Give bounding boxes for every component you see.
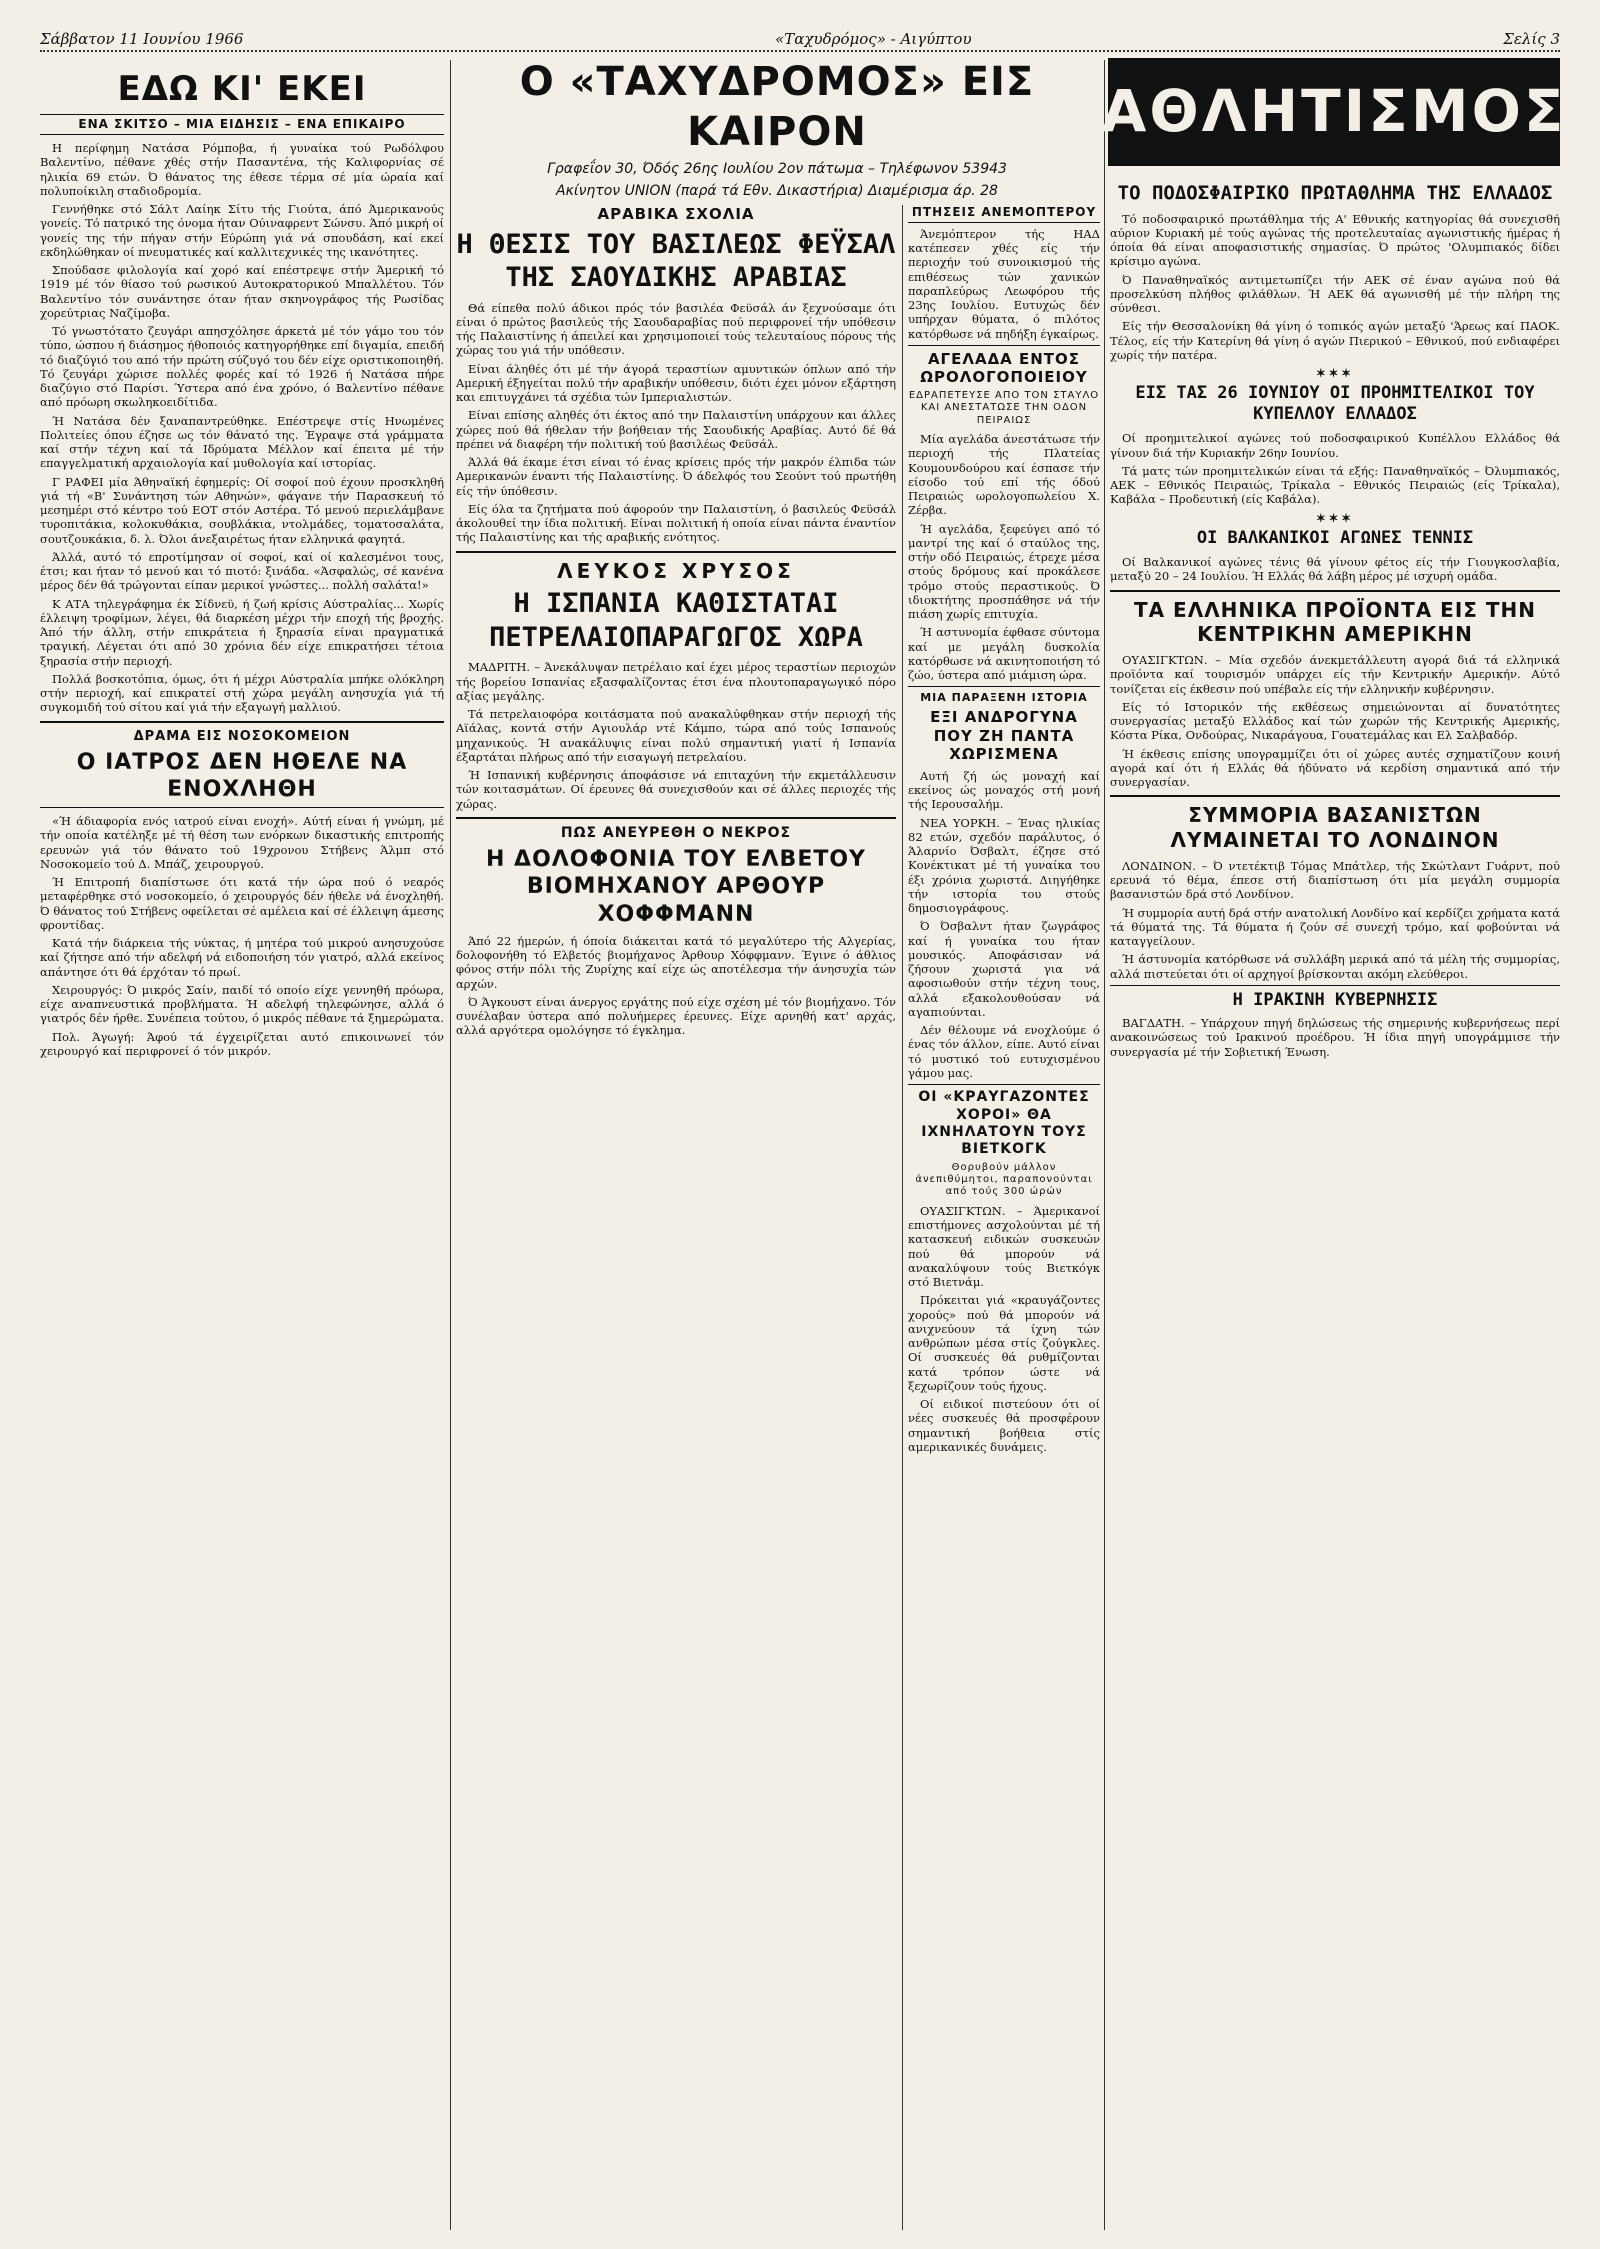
column-2 [456,205,896,2230]
col2-a1p2: Είναι άληθές ότι μέ τήν άγορά τεραστίων αμυντικών όπλων από τήν Αμερική έξηγείται πολύ τήν αραβικήν υπόθεσιν, διότι έχει μόνον εξάρτηση και επιτυγχάνει τά σχέδια τών Ιμπεριαλιστών. [456,361,896,405]
issue-date: Σάββατον 11 Ιουνίου 1966 [40,29,244,48]
col2-a2-kicker: ΛΕΥΚΟΣ ΧΡΥΣΟΣ [557,558,795,583]
col4-a1p1: Τό ποδοσφαιρικό πρωτάθλημα τής Α' Εθνικής κατηγορίας θά συνεχισθή αύριον Κυριακή μέ τούς αγώνας τής προτελευταίας αγωνιστικής ήμέρας ή όποία θά είναι αποφασιστικής σημασίας. Ό πρώτος 'Ολυμπιακός δίδει κρίσιμο αγώνα. [1110,211,1560,269]
col1-p5: Ή Νατάσα δέν ξαναπαντρεύθηκε. Επέστρεψε στίς Ηνωμένες Πολιτείες όπου έζησε ως τόν θάνατό της. Έγραψε στά γράμματα καί στήν τέχνη καί τά Ιδρύματα Μέλλον καί έπειτα μέ τήν επαγγελματική αρχαιολογία καί μυθολογία καί ιστορίας. [40,413,444,471]
col1-p1: Η περίφημη Νατάσα Ρόμποβα, ή γυναίκα τού Ρωδόλφου Βαλεντίνο, πέθανε χθές στήν Πασαντένα, τής Καλιφορνίας σέ ηλικία 69 ετών. Ό θάνατος της έθεσε τέρμα σέ μία ώραία καί πολυποίκιλη σταδιοδρομία. [40,141,444,198]
col3-a4p1: ΟΥΑΣΙΓΚΤΩΝ. – Άμερικανοί επιστήμονες ασχολούνται μέ τή κατασκευή ειδικών συσκευών πού θά μπορούν νά ανακαλύψουν τούς Βιετκόγκ στό Βιετνάμ. [908,1203,1100,1289]
col1-s2p5: Πολ. Άγωγή: Άφού τά έγχειρίζεται αυτό επικοινωνεί τόν χειρουργό καί περιφρονεί ό τόν μικρόν. [40,1029,444,1058]
column-1 [40,62,444,2232]
col2-a3p2: Ό Άγκουστ είναι άνεργος εργάτης πού είχε σχέση μέ τόν βιομήχανο. Τόν συνέλαβαν ύστερα από πολυήμερες έρευνες. Είχε αρνηθή κατ' αρχάς, αλλά αργότερα ομολόγησε τό έγκλημα. [456,994,896,1038]
col4-a5p3: Ή άστυνομία κατόρθωσε νά συλλάβη μερικά από τά μέλη τής συμμορίας, αλλά πιστεύεται ότι οί αρχηγοί βρίσκονται ακόμη ελεύθεροι. [1110,952,1560,981]
col3-a4p2: Πρόκειται γιά «κραυγάζοντες χορούς» πού θά μπορούν νά ανιχνεύουν τά ίχνη τών ανθρώπων μέσα στίς ζούγκλες. Οί συσκευές θά ρυθμίζονται κατά τρόπον ώστε νά ξεχωρίζουν τούς ήχους. [908,1293,1100,1393]
col4-a5-title: ΣΥΜΜΟΡΙΑ ΒΑΣΑΝΙΣΤΩΝ ΛΥΜΑΙΝΕΤΑΙ ΤΟ ΛΟΝΔΙΝΟΝ [1170,803,1500,853]
col2-a1-title: Η ΘΕΣΙΣ ΤΟΥ ΒΑΣΙΛΕΩΣ ΦΕΫΣΑΛ ΤΗΣ ΣΑΟΥΔΙΚΗΣ ΑΡΑΒΙΑΣ [456,228,896,294]
col4-a3p1: Οί Βαλκανικοί αγώνες τένις θά γίνουν φέτος είς τήν Γιουγκοσλαβία, μεταξύ 20 – 24 Ιουλίου. Ή Ελλάς θά λάβη μέρος μέ ισχυρή ομάδα. [1110,555,1560,584]
col1-p3: Σπούδασε φιλολογία καί χορό καί επέστρεψε στήν Άμερική τό 1919 μέ τόν θίασο τού ρωσικού Αυτοκρατορικού Μπαλλέτου. Τόν Βαλεντίνο τόν συνάντησε όταν ήταν σκηνογράφος τής Ρωσίδας χορεύτριας Ναζίμοβα. [40,263,444,320]
col1-sec2-title: Ο ΙΑΤΡΟΣ ΔΕΝ ΗΘΕΛΕ ΝΑ ΕΝΟΧΛΗΘΗ [40,749,444,809]
paper-name: «Ταχυδρόμος» - Αιγύπτου [775,29,972,48]
col1-s2p1: «Ή άδιαφορία ενός ιατρού είναι ενοχή». Αύτή είναι ή γνώμη, μέ τήν οποία κατέληξε μέ τή θέση των ενόρκων δικαστικής επιτροπής ερευνών γιά τόν θάνατο τού 19χρονου Στήβενς Άλμπ στό Νοσοκομείο τού Δ. Μπάζ, χειρουργού. [40,814,444,871]
col4-separator-stars-1: ✶✶✶ [1316,366,1354,381]
col1-p4: Τό γνωστότατο ζευγάρι απησχόλησε άρκετά μέ τόν γάμο του τόν τύπο, ώσπου ή διάσημος ήθοποιός κατηγορήθηκε επί διγαμία, επειδή τό διαζύγιό του από τήν πρώτη σύζυγό του δέν είχε οριστικοποιηθή. Τό ζευγάρι χώρισε πολλές φορές καί τό 1926 ή Νατάσα πήρε διαζύγιο στό Παρίσι. Ύστερα από ένα χρόνο, ό Βαλεντίνο πέθανε από πρόωρη σκωληκοειδίτιδα. [40,324,444,410]
col3-a2-title: ΑΓΕΛΑΔΑ ΕΝΤΟΣ ΩΡΟΛΟΓΟΠΟΙΕΙΟΥ [920,349,1088,387]
masthead-title: Ο «ΤΑΧΥΔΡΟΜΟΣ» ΕΙΣ ΚΑΙΡΟΝ [519,59,1035,155]
col3-a2-sub: ΕΔΡΑΠΕΤΕΥΣΕ ΑΠΟ ΤΟΝ ΣΤΑΥΛΟ ΚΑΙ ΑΝΕΣΤΑΤΩΣΕ ΤΗΝ ΟΔΟΝ ΠΕΙΡΑΙΩΣ [908,390,1100,426]
col1-p6: Γ ΡΑΦΕΙ μία Άθηναϊκή έφημερίς: Οί σοφοί πού έχουν προσκληθή γιά τή «Β' Συνάντηση τών Αθηνών», φάγανε τήν Παρασκευή τό μεσημέρι στό κέντρο τού ΕΟΤ στόν Αστέρα. Τό μενού περιελάμβανε τυροπιτάκια, κολοκυθάκια, σουβλάκια, ντολμάδες, τοματοσαλάτα, σουτζουκάκια, δ. λ. Όλοι άνεξαιρέτως ήταν ελληνικά φαγητά. [40,474,444,546]
col2-a1-kicker: ΑΡΑΒΙΚΑ ΣΧΟΛΙΑ [597,205,755,223]
col3-a3p1: Αυτή ζή ώς μοναχή καί εκείνος ώς μοναχός στή μονή τής Ιερουσαλήμ. [908,768,1100,812]
col4-a1p3: Είς τήν Θεσσαλονίκη θά γίνη ό τοπικός αγών μεταξύ 'Άρεως καί ΠΑΟΚ. Τέλος, είς τήν Κατερίνη θά γίνη ό αγών Πιερικού – Εθνικού, πού ενδιαφέρει χωρίς τήν πατέρα. [1110,319,1560,362]
col4-divider-1 [1110,590,1560,592]
col4-divider-2 [1110,795,1560,797]
col3-divider-2 [908,686,1100,687]
col2-divider-1 [456,551,896,553]
col2-divider-2 [456,817,896,819]
column-3 [908,205,1100,2230]
col3-divider-3 [908,1084,1100,1085]
col3-a2p3: Ή αστυνομία έφθασε σύντομα καί με μεγάλη δυσκολία κατόρθωσε νά ακινητοποιήση τό ζώο, ύστερα από μιάμιση ώρα. [908,625,1100,683]
col4-a1-title: ΤΟ ΠΟΔΟΣΦΑΙΡΙΚΟ ΠΡΩΤΑΘΛΗΜΑ ΤΗΣ ΕΛΛΑΔΟΣ [1117,182,1553,204]
col2-a1p5: Είς όλα τα ζητήματα πού άφορούν την Παλαιστίνη, ό βασιλεύς Φεϋσάλ άκολουθεί την ίδια πολιτική. Είναι πολιτική ή οποία είναι πάντα έναντίον τής Παλαιστίνης και τής αραβικής ενότητος. [456,501,896,545]
col4-a4p1: ΟΥΑΣΙΓΚΤΩΝ. – Μία σχεδόν άνεκμετάλλευτη αγορά διά τά ελληνικά προϊόντα καί τουρισμόν υπάρχει είς τήν Κεντρικήν Αμερικήν. Αύτό τονίζεται είς έκθεσιν πού υπέβαλε είς τήν ελληνικήν κυβέρνησιν. [1110,653,1560,696]
masthead [456,58,1098,199]
col4-a4p2: Είς τό Ιστορικόν τής εκθέσεως σημειώνονται αί δυνατότητες συνεργασίας μεταξύ Ελλάδος καί τών χωρών τής Κεντρικής Αμερικής, Κόστα Ρίκα, Ονδούρας, Νικαράγουα, Γουατεμάλας και Ελ Σαλβαδόρ. [1110,699,1560,743]
col2-a3-kicker: ΠΩΣ ΑΝΕΥΡΕΘΗ Ο ΝΕΚΡΟΣ [560,824,792,841]
col3-a2p1: Μία αγελάδα άνεστάτωσε τήν περιοχή τής Πλατείας Κουμουνδούρου καί έσπασε τήν είσοδο τού επί τής όδού Πειραιώς ωρολογοπωλείου Χ. Ζέρβα. [908,432,1100,518]
col4-a1p2: Ό Παναθηναϊκός αντιμετωπίζει τήν ΑΕΚ σέ έναν αγώνα πού θά προσελκύση πλήθος φιλάθλων. Ή ΑΕΚ θά αγωνισθή μέ τήν πλήρη της σύνθεσι. [1110,272,1560,316]
col3-a3p2: ΝΕΑ ΥΟΡΚΗ. – Ένας ηλικίας 82 ετών, σχεδόν παράλυτος, ό Άλαρνίο Όσβαλτ, έζησε στό Κονέκτικατ μέ τή γυναίκα του έξι χρόνια χωριστά. Διηγήθηκε τήν ιστορία του στούς δημοσιογράφους. [908,815,1100,916]
col4-a4-title: ΤΑ ΕΛΛΗΝΙΚΑ ΠΡΟΪΟΝΤΑ ΕΙΣ ΤΗΝ ΚΕΝΤΡΙΚΗΝ ΑΜΕΡΙΚΗΝ [1133,597,1537,647]
col2-a2p3: Ή Ισπανική κυβέρνησις άποφάσισε νά επιταχύνη τήν εκμετάλλευσιν τών κοιτασμάτων. Οί έρευνες θά συνεχισθούν και σέ άλλες περιοχές τής χώρας. [456,768,896,811]
col4-a5p1: ΛΟΝΔΙΝΟΝ. – Ό ντετέκτιβ Τόμας Μπάτλερ, τής Σκώτλαντ Γυάρντ, πού ερευνά τό θέμα, έπεσε στή διαπίστωση ότι μία μεγάλη συμμορία βασανιστών δρά στό Λονδίνον. [1110,858,1560,902]
col1-title: ΕΔΩ ΚΙ' ΕΚΕΙ [117,69,367,109]
col1-p7: Άλλά, αυτό τό επροτίμησαν οί σοφοί, καί οί καλεσμένοι τους, έτσι; και ήταν τό μενού και τό πιοτό: ξινάδα. «Άσφαλώς, σέ κανένα μέρος δέν θά τρώγονται είπαν μερικοί γνώστες... πολλή σαλάτα!» [40,549,444,593]
col1-p8: Κ ΑΤΑ τηλεγράφημα έκ Σίδνεϋ, ή ζωή κρίσις Αύστραλίας... Χωρίς έλλειψη τροφίμων, λέγει, θά διαρκέση μέχρι τήν εποχή τής βροχής. Άπό τήν άλλη, στήν επικράτεια ή ξηρασία είναι πραγματικά τραγική. Λέγεται ότι από 30 χρόνια δέν είχε επικρατήσει τέτοια ξηρασία στήν περιοχή. [40,596,444,668]
col4-a2p2: Τά ματς τών προημιτελικών είναι τά εξής: Παναθηναϊκός – Όλυμπιακός, ΑΕΚ – Εθνικός Πειραιώς, Τρίκαλα – Εθνικός Πειραιώς (είς Τρίκαλα), Καβάλα – Προδευτική (είς Καβάλα). [1110,463,1560,507]
col3-a1p1: Άνεμόπτερον τής ΗΑΔ κατέπεσεν χθές είς τήν περιοχήν τού συνοικισμού τής επιθέσεως τών χανικών παραπλεύρως Λεωφόρου τής 23ης Ιουλίου. Ευτυχώς δέν υπήρχαν θύματα, ό πιλότος κατόρθωσε νά πηδήξη έγκαίρως. [908,226,1100,341]
col3-a4p3: Οί ειδικοί πιστεύουν ότι οί νέες συσκευές θά προσφέρουν σημαντική βοήθεια στίς αμερικανικές δυνάμεις. [908,1397,1100,1454]
column-divider-2 [902,205,903,2230]
masthead-line-2: Ακίνητον UNION (παρά τά Εθν. Δικαστήρια) Διαμέρισμα άρ. 28 [556,182,998,199]
col4-a2-title: ΕΙΣ ΤΑΣ 26 ΙΟΥΝΙΟΥ ΟΙ ΠΡΟΗΜΙΤΕΛΙΚΟΙ ΤΟΥ ΚΥΠΕΛΛΟΥ ΕΛΛΑΔΟΣ [1135,383,1535,425]
col2-a1p4: Άλλά θά έκαμε έτσι είναι τό ένας κρίσεις πρός τήν μακρόν έλπιδα τών Αμερικανών έναντι τής Παλαιστίνης. Ό άδελφός του Σεούντ τού πρωτήθη είς τήν ύπόθεσιν. [456,455,896,498]
col1-p9: Πολλά βοσκοτόπια, όμως, ότι ή μέχρι Αύστραλία μπήκε ολόκληρη στήν περιοχή, καί επικρατεί στή χώρα μεγάλη ανησυχία γιά τή συγκομιδή τού σίτου καί γιά τήν εξαγωγή μαλλιού. [40,671,444,715]
col3-a4-title: ΟΙ «ΚΡΑΥΓΑΖΟΝΤΕΣ ΧΟΡΟΙ» ΘΑ ΙΧΝΗΛΑΤΟΥΝ ΤΟΥΣ ΒΙΕΤΚΟΓΚ [918,1089,1090,1158]
col1-s2p3: Κατά τήν διάρκεια τής νύκτας, ή μητέρα τού μικρού ανησυχούσε καί ζήτησε από τήν αδελφή νά ειδοποιήση τόν γιατρό, αλλά εκείνος απάντησε ότι θά έρχόταν τό πρωί. [40,936,444,979]
col1-s2p4: Χειρουργός: Ό μικρός Σαίν, παιδί τό οποίο είχε γεννηθή πρόωρα, είχε αναπνευστικά προβλήματα. Ή αδελφή τηλεφώνησε, αλλά ό γιατρός δέν ήρθε. Συνέπεια τούτου, ό μικρός πέθανε τά ξημερώματα. [40,982,444,1026]
col2-a2-title: Η ΙΣΠΑΝΙΑ ΚΑΘΙΣΤΑΤΑΙ ΠΕΤΡΕΛΑΙΟΠΑΡΑΓΩΓΟΣ ΧΩΡΑ [489,588,863,653]
column-4 [1110,180,1560,2230]
col1-divider [40,721,444,723]
col3-a3p4: Δέν θέλουμε νά ενοχλούμε ό ένας τόν άλλον, είπε. Αυτό είναι τό μυστικό τού ευτυχισμένου γάμου μας. [908,1023,1100,1080]
col2-a3-title: Η ΔΟΛΟΦΟΝΙΑ ΤΟΥ ΕΛΒΕΤΟΥ ΒΙΟΜΗΧΑΝΟΥ ΑΡΘΟΥΡ ΧΟΦΦΜΑΝΝ [485,847,866,927]
col4-a6p1: ΒΑΓΔΑΤΗ. – Υπάρχουν πηγή δηλώσεως τής σημερινής κυβερνήσεως περί ανακοινώσεως τού Ιρακινού προέδρου. Ή ίδια πηγή υπογράμμισε τήν συνεργασία μέ τήν Σοβιετική Ένωση. [1110,1016,1560,1059]
col1-p2: Γεννήθηκε στό Σάλτ Λαίηκ Σίτυ τής Γιούτα, άπό Άμερικανούς γονείς. Τό πατρικό της όνομα ήταν Ούιναφρεντ Σώνσυ. Άπό μικρή οί γονείς της τήν πήγαν στήν Εύρώπη γιά νά σπουδάση, καί εκεί εκδηλώθηκαν οί πνευματικές καί καλλιτεχνικές της ικανότητες. [40,202,444,259]
col4-a4p3: Ή έκθεσις επίσης υπογραμμίζει ότι οί χώρες αυτές σχηματίζουν κοινή αγορά καί ότι ή Ελλάς θά ήδύνατο νά κερδίση σημαντικά από τήν συνεργασίαν. [1110,746,1560,790]
masthead-line-1: Γραφεΐον 30, Όδός 26ης Ιουλίου 2ον πάτωμα – Τηλέφωνον 53943 [547,161,1007,178]
col2-a1p3: Είναι επίσης αληθές ότι έκτος από την Παλαιστίνη υπάρχουν και άλλες χώρες πού θά ήθελαν τήν βοήθειαν τής Σαουδικής Αραβίας. Αυτό δέ θά πρέπει νά διαφέρη τήν πολιτική τού βασιλέως Φεϋσάλ. [456,408,896,451]
col1-s2p2: Ή Επιτροπή διαπίστωσε ότι κατά τήν ώρα πού ό νεαρός μεταφέρθηκε στό νοσοκομείο, ό χειρουργός δέν ήθελε νά ένοχληθή. Ό θάνατος τού Στήβενς οφείλεται σέ αμέλεια καί σέ έλλειψη άμεσης φροντίδας. [40,875,444,932]
page-header-line [40,28,1560,52]
col3-divider-1 [908,345,1100,346]
col3-a3-title: ΕΞΙ ΑΝΔΡΟΓΥΝΑ ΠΟΥ ΖΗ ΠΑΝΤΑ ΧΩΡΙΣΜΕΝΑ [930,708,1078,764]
col3-a1-kicker: ΠΤΗΣΕΙΣ ΑΝΕΜΟΠΤΕΡΟΥ [908,205,1100,223]
col2-a2p2: Τά πετρελαιοφόρα κοιτάσματα πού ανακαλύφθηκαν στήν περιοχή τής Αϊάλας, κοντά στήν Αγιουλάρ ντέ Κάμπο, τώρα από τούς Ισπανούς μηχανικούς. Ή ανακάλυψις είναι πολύ σημαντική γιατί ή Ισπανία έξαρτάται πλήρως από τήν εισαγωγή πετρελαίου. [456,707,896,764]
page-number: Σελίς 3 [1503,29,1560,48]
column-divider-1 [450,60,451,2230]
col4-separator-stars-2: ✶✶✶ [1316,510,1354,525]
col4-a6-title: Η ΙΡΑΚΙΝΗ ΚΥΒΕΡΝΗΣΙΣ [1232,989,1438,1010]
col4-a2p1: Οί προημιτελικοί αγώνες τού ποδοσφαιρικού Κυπέλλου Ελλάδος θά γίνουν διά τήν Κυριακήν 26ην Ιουνίου. [1110,431,1560,460]
col4-a3-title: ΟΙ ΒΑΛΚΑΝΙΚΟΙ ΑΓΩΝΕΣ ΤΕΝΝΙΣ [1196,527,1474,548]
col3-a4-sub: Θορυβούν μάλλον άνεπιθύμητοι, παραπονούνται από τούς 300 ώρών [915,1161,1093,1198]
col2-a2p1: ΜΑΔΡΙΤΗ. – Άνεκάλυψαν πετρέλαιο καί έχει μέρος τεραστίων περιοχών τής βορείου Ισπανίας εξασφαλίζοντας έτσι ένα πλουτοπαραγωγικό πόρο αξίας μεγάλης. [456,660,896,703]
column-divider-3 [1104,60,1105,2230]
col2-a3p1: Άπό 22 ήμερών, ή όποία διάκειται κατά τό μεγαλύτερο τής Αλγερίας, δολοφονήθη τό Ελβετός βιομήχανος Άρθουρ Χόφφμανν. Έγινε ό άθλιος φόνος στήν πόλι τής Ζυρίχης καί είχε ώς αποτέλεσμα τήν άνησυχία τών αρχών. [456,933,896,991]
sport-banner: ΑΘΛΗΤΙΣΜΟΣ [1108,58,1560,166]
col3-a3p3: Ό Όσβαλντ ήταν ζωγράφος καί ή γυναίκα του ήταν μουσικός. Αποφάσισαν νά ζήσουν χωριστά για νά αφοσιωθούν στήν τέχνη τους, αλλά εξακολουθούσαν νά αγαπιούνται. [908,919,1100,1019]
col4-a5p2: Ή συμμορία αυτή δρά στήν ανατολική Λονδίνο καί κερδίζει χρήματα κατά τά θύματά της. Τά θύματα ή ζούν σέ συνεχή τρόμο, καί φοβούνται νά καταγγείλουν. [1110,905,1560,949]
col4-divider-3 [1110,985,1560,986]
col1-subtitle: ΕΝΑ ΣΚΙΤΣΟ – ΜΙΑ ΕΙΔΗΣΙΣ – ΕΝΑ ΕΠΙΚΑΙΡΟ [40,114,444,135]
col1-sec2-kicker: ΔΡΑΜΑ ΕΙΣ ΝΟΣΟΚΟΜΕΙΟΝ [133,728,351,744]
col2-a1p1: Θά είπεθα πολύ άδικοι πρός τόν βασιλέα Φεϋσάλ άν ξεχνούσαμε ότι είναι ό πρώτος βασιλεύς τής Σαουδαραβίας πού περιφρονεί τήν υπόθεσιν τής Παλαιστίνης ή άπειλεί και χρησιμοποιεί τούς τελευταίους πόρους τής χώρας του γιά τήν υπόθεσιν. [456,300,896,358]
col3-a3-kicker: ΜΙΑ ΠΑΡΑΞΕΝΗ ΙΣΤΟΡΙΑ [920,691,1088,705]
col3-a2p2: Ή αγελάδα, ξεφεύγει από τό μαντρί της καί ό σταύλος της, στήν οδό Πειραιώς, έτρεχε μέσα στούς δρόμους καί προκάλεσε τρόμο στούς περαστικούς. Ό ιδιοκτήτης προσπάθησε νά τήν πιάση χωρίς επιτυχία. [908,521,1100,622]
